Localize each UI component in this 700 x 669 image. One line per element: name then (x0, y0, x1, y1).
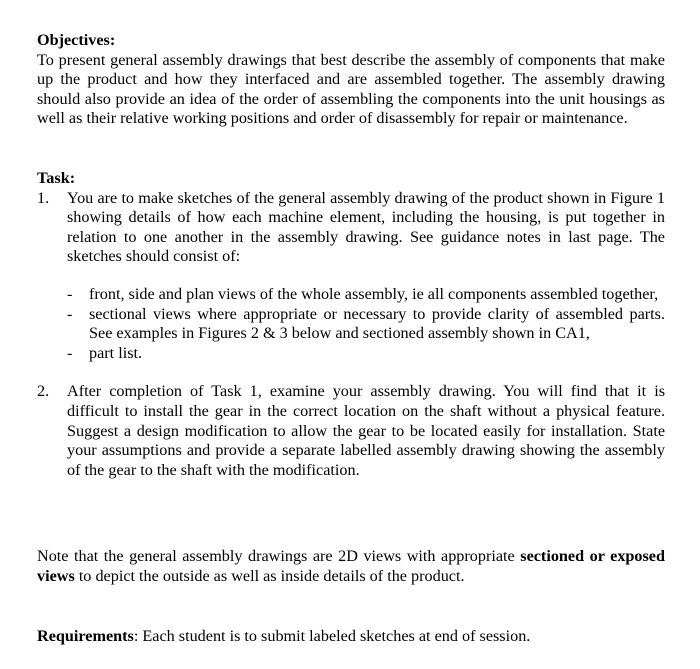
task-list (37, 189, 665, 481)
task-item-2-number: 2. (37, 382, 50, 401)
dash-bullet: - (67, 343, 73, 362)
sublist-item-text: front, side and plan views of the whole assembly, ie all components assembled together, (89, 284, 659, 303)
sublist-item (67, 344, 665, 364)
task-item-1-text: You are to make sketches of the general assembly drawing of the product shown in Figure 1 showing details of how each machine element, including the housing, is put together in relation to one another in the assembly drawing. See guidance notes in last page. The sketches should consist of: (67, 188, 665, 266)
note-text-after: to depict the outside as well as inside details of the product. (74, 566, 465, 585)
task-item-2 (37, 382, 665, 480)
requirements-text: : Each student is to submit labeled sketches at end of session. (133, 627, 531, 645)
dash-bullet: - (67, 284, 73, 303)
sublist-item-text: part list. (89, 343, 143, 362)
task-item-1-number: 1. (37, 188, 50, 207)
task-item-2-text: After completion of Task 1, examine your assembly drawing. You will find that it is difficult to install the gear in the correct location on the shaft without a physical feature. Suggest a design modification to allow the gear to be located easily for installation. State your assumptions and provide a separate labelled assembly drawing showing the assembly of the gear to the shaft with the modification. (67, 382, 665, 479)
objectives-text: To present general assembly drawings that best describe the assembly of components that make up the product and how they interfaced and are assembled together. The assembly drawing should also provide an idea of the order of assembling the components into the unit housings as well as their relative working positions and order of disassembly for repair or maintenance. (37, 50, 665, 128)
requirements-paragraph (37, 627, 665, 647)
dash-bullet: - (67, 304, 73, 323)
task-item-1 (37, 189, 665, 364)
note-paragraph (37, 547, 665, 586)
task-item-1-sublist (67, 285, 665, 363)
task-heading: Task: (37, 169, 76, 187)
task-section (37, 169, 665, 480)
note-emphasis: sectioned or exposed views (37, 547, 665, 585)
sublist-item (67, 285, 665, 305)
objectives-section (37, 31, 665, 129)
requirements-label: Requirements (37, 627, 134, 645)
sublist-item-text: sectional views where appropriate or necessary to provide clarity of assembled parts. See examples in Figures 2 & 3 below and sectioned assembly shown in CA1, (89, 304, 665, 343)
sublist-item (67, 305, 665, 344)
note-text-before: Note that the general assembly drawings are 2D views with appropriate (37, 547, 521, 565)
objectives-heading: Objectives: (37, 31, 116, 49)
